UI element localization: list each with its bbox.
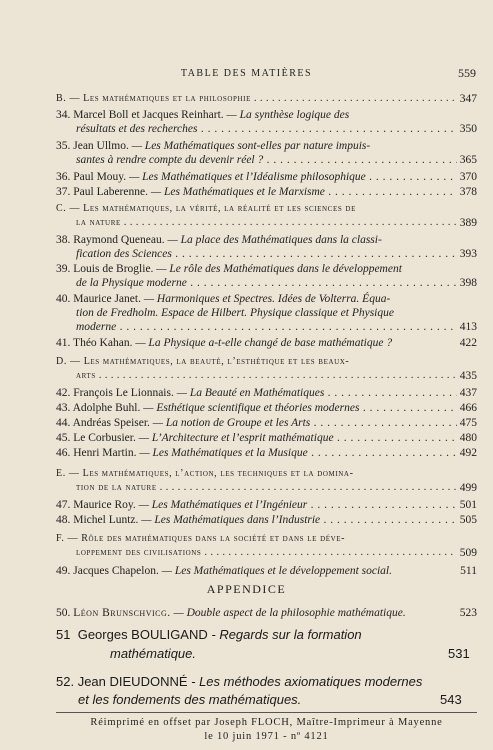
section-c: C. — Les mathématiques, la vérité, la réalité et les sciences de [56, 203, 356, 214]
toc-entry: 43. Adolphe Buhl. — Esthétique scientifique et théories modernes . . . 466 [56, 401, 477, 415]
toc-entry: 35. Jean Ullmo. — Les Mathématiques sont-elles par nature impuis- [56, 140, 371, 152]
toc-entry: 37. Paul Laberenne. — Les Mathématiques et le Marxisme . . . 378 [56, 185, 477, 199]
typed-entry-51: 51 Georges BOULIGAND - Regards sur la formation [56, 627, 362, 642]
toc-entry: 36. Paul Mouy. — Les Mathématiques et l’Idéalisme philosophique . . . 370 [56, 170, 477, 184]
page-number: 559 [458, 66, 476, 80]
toc-entry: 42. François Le Lionnais. — La Beauté en Mathématiques . . . 437 [56, 386, 477, 400]
toc-entry: 41. Théo Kahan. — La Physique a-t-elle changé de base mathématique ? 422 [56, 337, 477, 349]
toc-entry: 44. Andréas Speiser. — La notion de Groupe et les Arts . . . 475 [56, 416, 477, 430]
divider [56, 712, 477, 713]
toc-entry: 50. Léon Brunschvicg. — Double aspect de la philosophie mathématique. 523 [56, 607, 477, 619]
toc-entry: 34. Marcel Boll et Jacques Reinhart. — La synthèse logique des [56, 109, 350, 121]
typed-entry-52: 52. Jean DIEUDONNÉ - Les méthodes axiomatiques modernes [56, 674, 423, 689]
imprint-line-2: le 10 juin 1971 - nº 4121 [204, 731, 329, 742]
toc-entry: 40. Maurice Janet. — Harmoniques et Spectres. Idées de Volterra. Équa- [56, 293, 391, 305]
section-f-cont: loppement des civilisations . . . 509 [56, 546, 477, 560]
imprint-line-1: Réimprimé en offset par Joseph FLOCH, Maître-Imprimeur à Mayenne [90, 717, 443, 728]
toc-entry: 45. Le Corbusier. — L’Architecture et l’esprit mathématique . . . 480 [56, 431, 477, 445]
toc-entry-cont: tion de Fredholm. Espace de Hilbert. Physique classique et Physique [76, 307, 394, 319]
toc-entry: 49. Jacques Chapelon. — Les Mathématiques et le développement social. 511 [56, 565, 477, 577]
section-b: B. — Les mathématiques et la philosophie . . . 347 [56, 92, 477, 106]
toc-entry: 48. Michel Luntz. — Les Mathématiques dans l’Industrie . . . 505 [56, 513, 477, 527]
toc-entry: 38. Raymond Queneau. — La place des Mathématiques dans la classi- [56, 234, 382, 246]
typed-page-52: 543 [440, 692, 462, 707]
typed-entry-51-cont: mathématique. [110, 646, 196, 661]
section-d: D. — Les mathématiques, la beauté, l’esthétique et les beaux- [56, 356, 350, 367]
section-d-cont: arts . . . 435 [56, 369, 477, 383]
toc-entry-cont: de la Physique moderne . . . 398 [76, 276, 477, 290]
toc-entry: 47. Maurice Roy. — Les Mathématiques et l’Ingénieur . . . 501 [56, 498, 477, 512]
typed-page-51: 531 [448, 646, 470, 661]
toc-entry-cont: santes à rendre compte du devenir réel ? . . . 365 [76, 153, 477, 167]
section-f: F. — Rôle des mathématiques dans la société et dans le déve- [56, 533, 346, 544]
toc-entry: 39. Louis de Broglie. — Le rôle des Mathématiques dans le développement [56, 263, 402, 275]
toc-entry: 46. Henri Martin. — Les Mathématiques et la Musique . . . 492 [56, 446, 477, 460]
toc-entry-cont: résultats et des recherches . . . 350 [76, 122, 477, 136]
appendix-heading: APPENDICE [206, 582, 287, 596]
section-e: E. — Les mathématiques, l’action, les techniques et la domina- [56, 468, 354, 479]
section-e-cont: tion de la nature . . . 499 [56, 481, 477, 495]
section-c-cont: la nature . . . 389 [56, 216, 477, 230]
running-header: TABLE DES MATIÈRES [180, 68, 313, 79]
toc-entry-cont: moderne . . . 413 [76, 320, 477, 334]
typed-entry-52-cont: et les fondements des mathématiques. [78, 692, 302, 707]
toc-entry-cont: fication des Sciences . . . 393 [76, 247, 477, 261]
